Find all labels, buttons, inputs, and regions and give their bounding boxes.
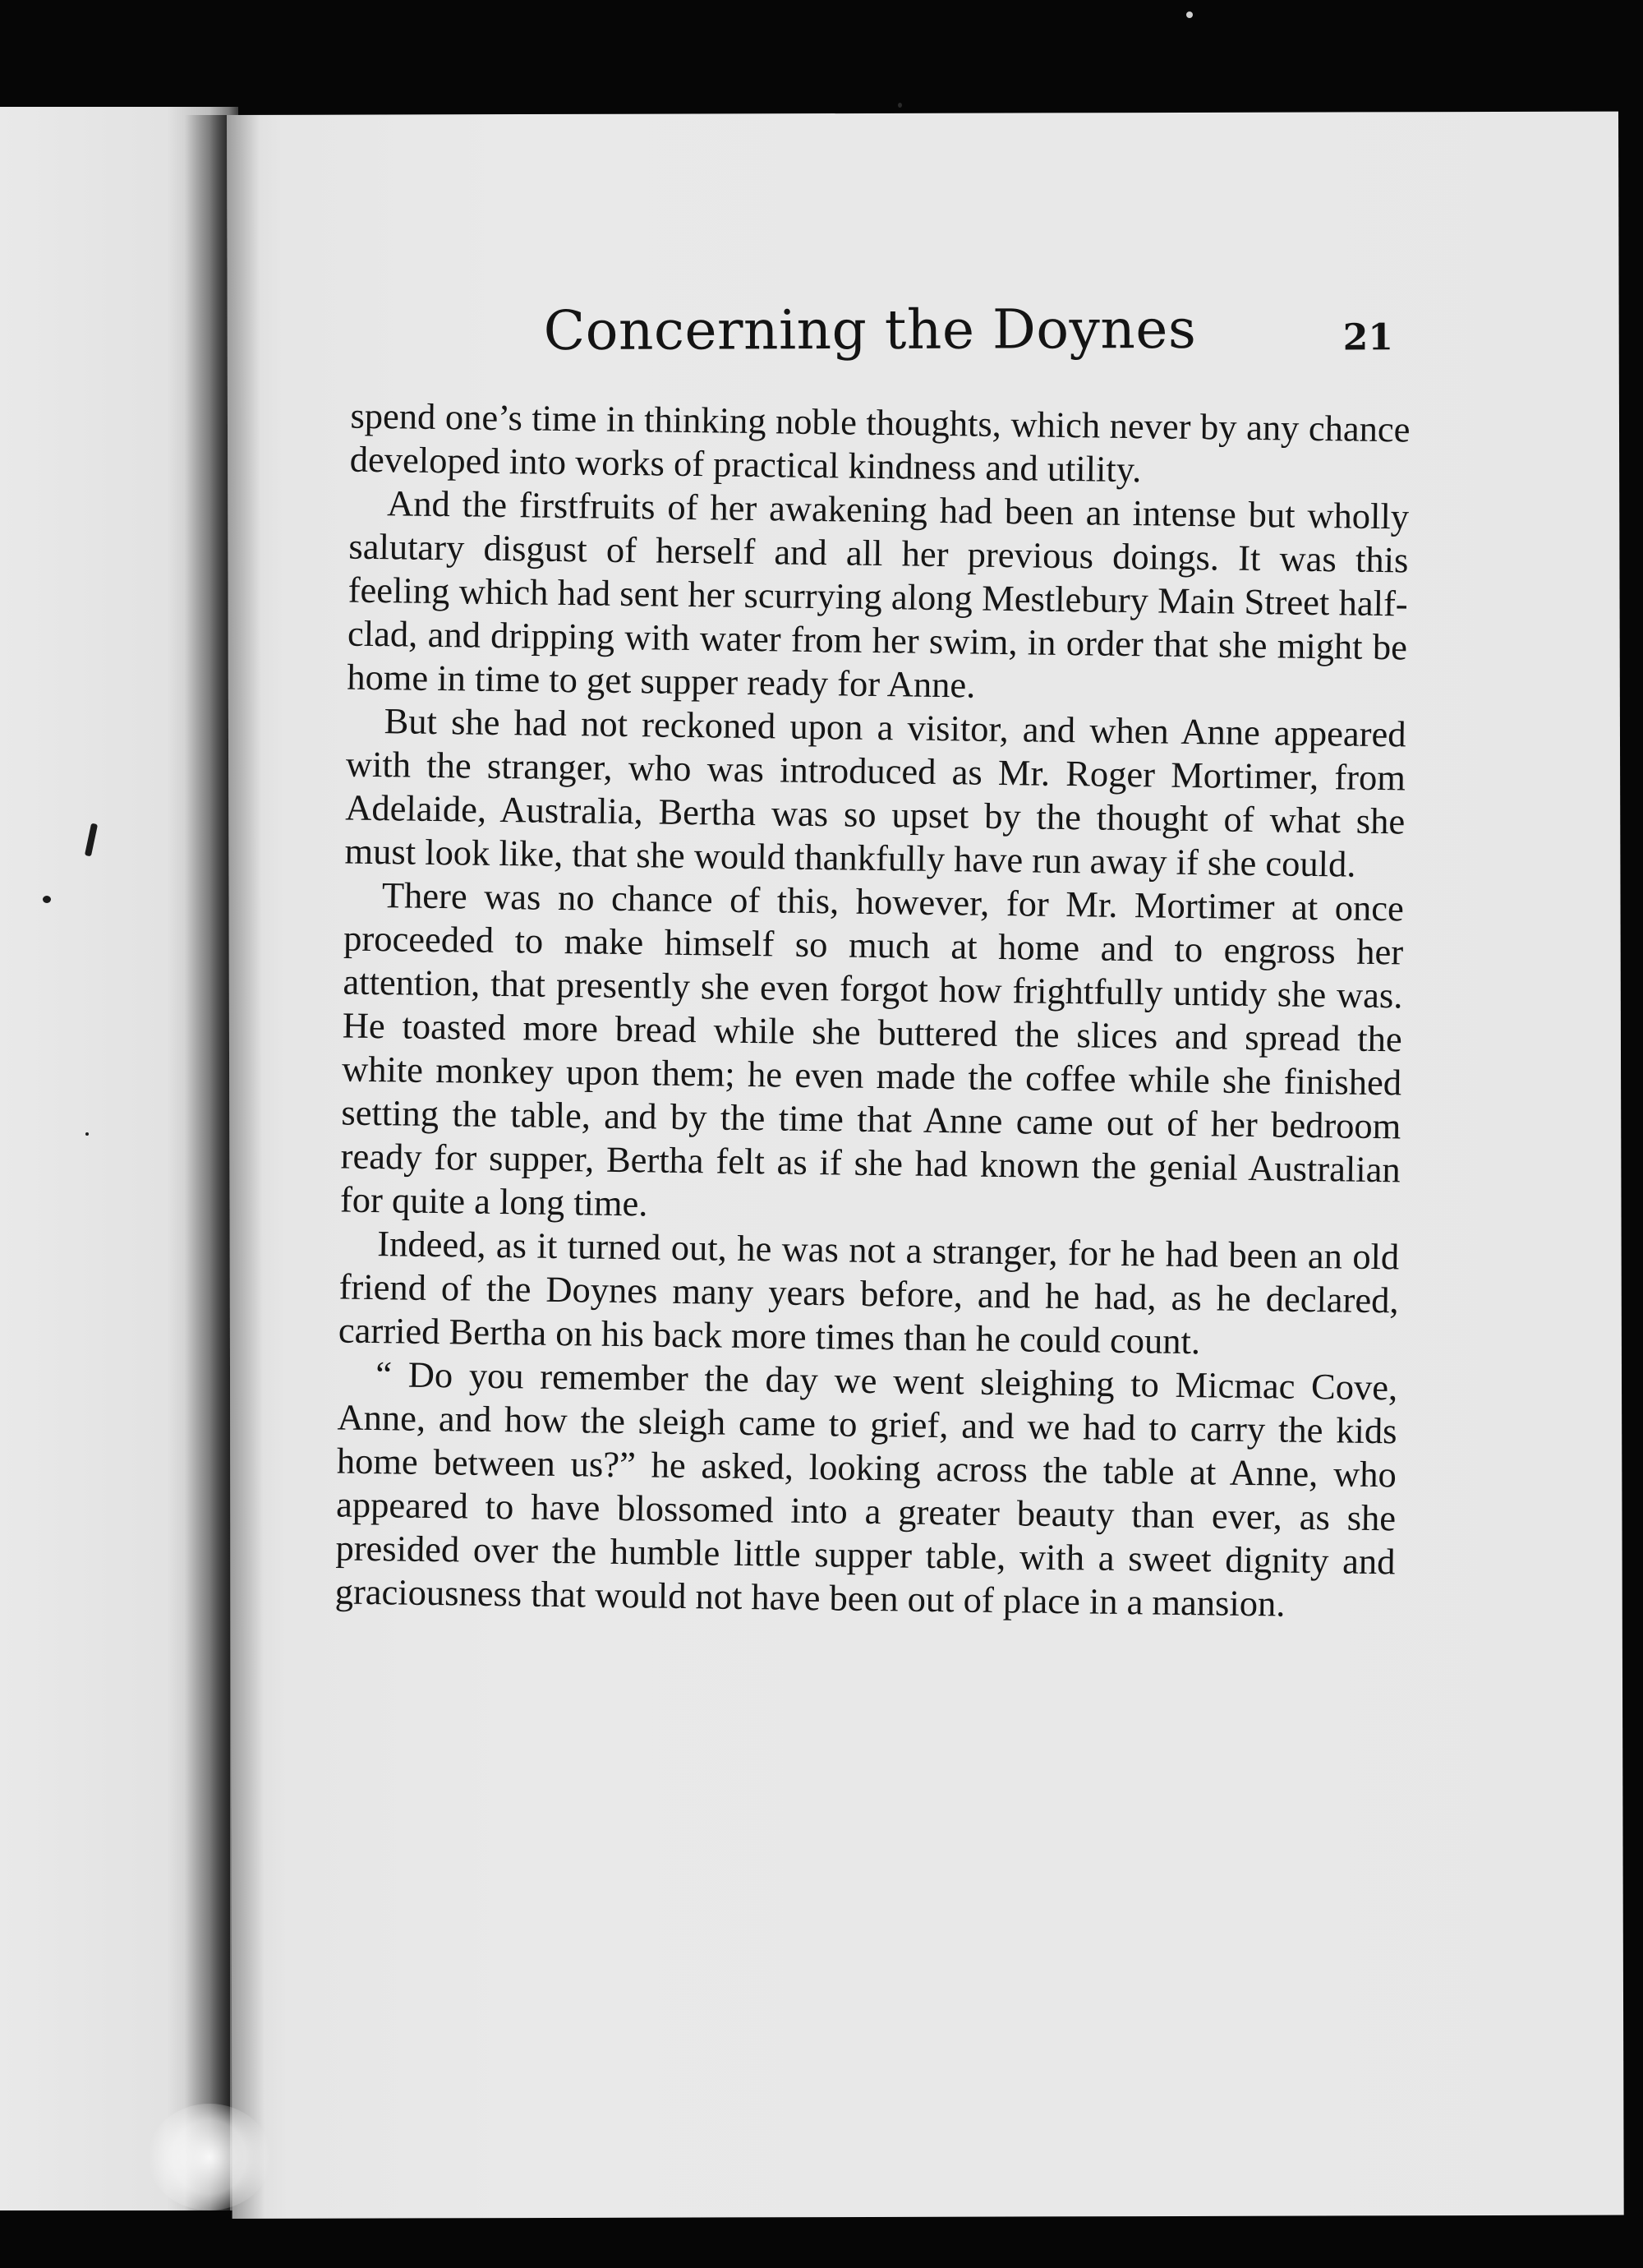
- book-page: [227, 112, 1624, 2219]
- running-title: Concerning the Doynes: [543, 297, 1197, 362]
- book-gutter-shadow: [185, 115, 230, 2210]
- page-header: [228, 297, 1619, 399]
- paragraph: There was no chance of this, however, for Mr. Mortimer at once proceeded to make himself so much at home and to engross her attention, that presently she even forgot how frightfully untidy she was. He toasted more bread while she buttered the slices and spread the white monkey upon them; he even made the coffee while she finished setting the table, and by the time that Anne came out of her bedroom ready for supper, Bertha felt as if she had known the genial Australian for quite a long time.: [339, 874, 1405, 1224]
- page-number: 21: [1342, 316, 1394, 359]
- paragraph: Indeed, as it turned out, he was not a stranger, for he had been an old friend of the Doynes many years before, and he had, as he declared, carried Bertha on his back more times than he could count.: [338, 1223, 1400, 1362]
- paragraph: spend one’s time in thinking noble thoughts, which never by any chance developed into works of practical kindness and utility.: [349, 394, 1411, 491]
- speck: [43, 896, 51, 903]
- paragraph: But she had not reckoned upon a visitor, and when Anne appeared with the stranger, who was introduced as Mr. Roger Mortimer, from Adelaide, Australia, Bertha was so upset by the thought of what she must look like, that she would thankfully have run away if she could.: [344, 700, 1406, 885]
- speck: [85, 1132, 89, 1136]
- paragraph: And the firstfruits of her awakening had been an intense but wholly salutary disgust of herself and all her previous doings. It was this feeling which had sent her scurrying along Mestlebury Main Street half-clad, and dripping with water from her swim, in order that she might be home in time to get supper ready for Anne.: [347, 482, 1410, 706]
- page-smudge: [148, 2104, 271, 2210]
- body-text: [334, 394, 1410, 1628]
- speck: [1186, 12, 1193, 18]
- page-gutter-shading: [227, 115, 265, 2219]
- paragraph: “ Do you remember the day we went sleighing to Micmac Cove, Anne, and how the sleigh came to grief, and we had to carry the kids home between us?” he asked, looking across the table at Anne, who appeared to have blossomed into a greater beauty than ever, as she presided over the humble little supper table, with a sweet dignity and graciousness that would not have been out of place in a mansion.: [334, 1353, 1398, 1625]
- speck: [898, 103, 902, 108]
